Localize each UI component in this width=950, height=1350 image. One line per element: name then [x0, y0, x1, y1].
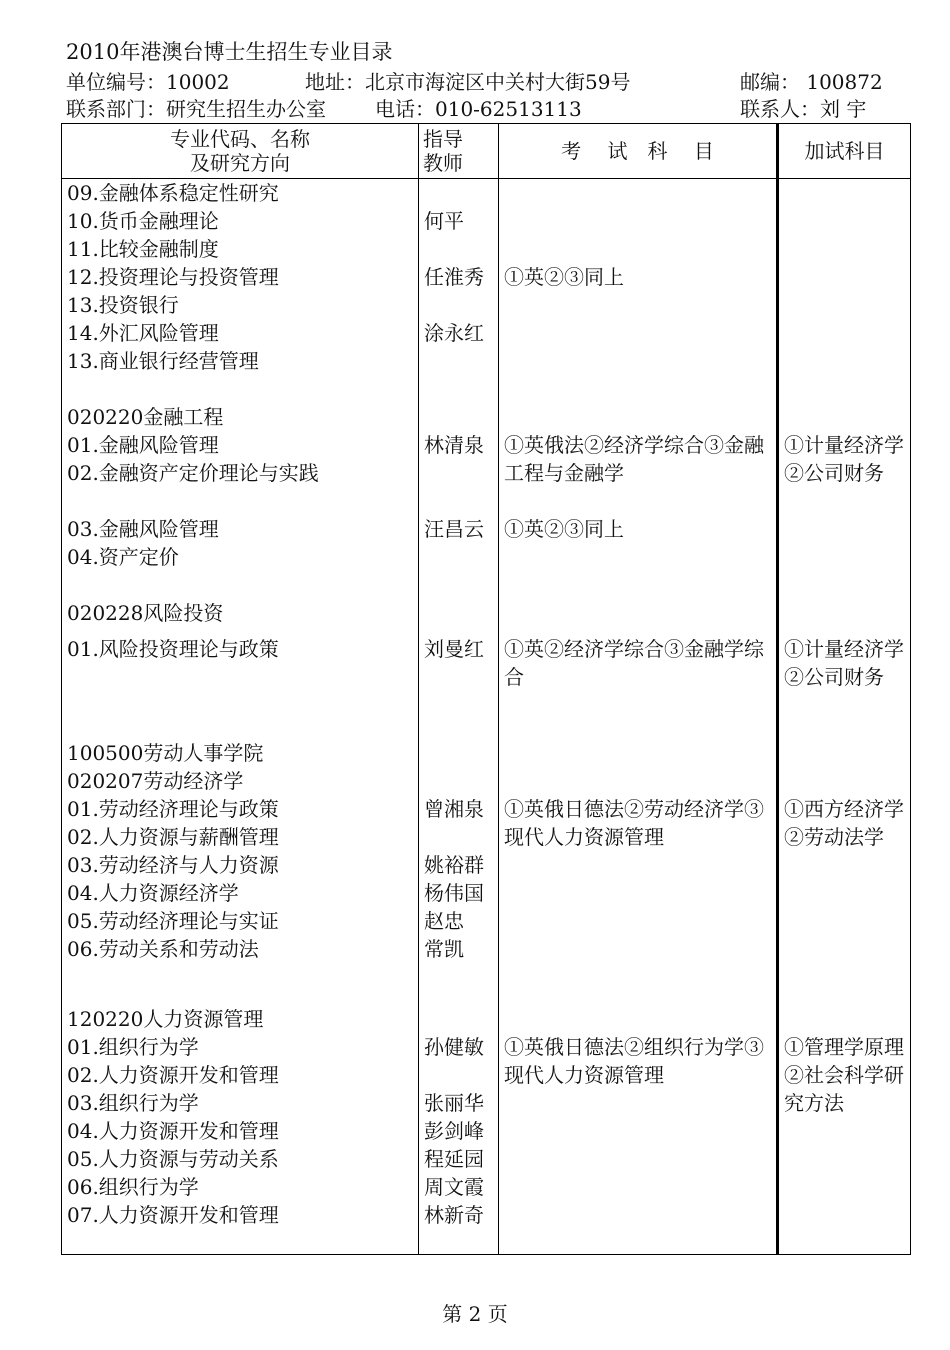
- teacher-name: 姚裕群: [424, 853, 484, 877]
- col-major-header-line2: 及研究方向: [190, 151, 290, 175]
- exam-subjects: ①英俄日德法②组织行为学③现代人力资源管理: [504, 1035, 764, 1087]
- exam-subjects: ①英俄法②经济学综合③金融工程与金融学: [504, 433, 764, 485]
- page-number: 第 2 页: [442, 1302, 508, 1326]
- major-item: 10.货币金融理论: [67, 209, 219, 233]
- teacher-name: 涂永红: [424, 321, 484, 345]
- teacher-name: 程延园: [424, 1147, 484, 1171]
- page-title: 2010年港澳台博士生招生专业目录: [66, 40, 393, 64]
- major-item: 04.资产定价: [67, 545, 179, 569]
- major-item: 05.劳动经济理论与实证: [67, 909, 279, 933]
- major-item: 03.劳动经济与人力资源: [67, 853, 279, 877]
- major-code: 120220人力资源管理: [67, 1007, 264, 1031]
- major-item: 11.比较金融制度: [67, 237, 219, 261]
- major-item: 13.商业银行经营管理: [67, 349, 259, 373]
- dept-code: 100500劳动人事学院: [67, 741, 264, 765]
- col-major-header: [62, 124, 419, 179]
- exam-column: [499, 179, 778, 1255]
- teacher-name: 彭剑峰: [424, 1119, 484, 1143]
- teacher-name: 赵忠: [424, 909, 464, 933]
- major-item: 01.金融风险管理: [67, 433, 219, 457]
- teacher-name: 汪昌云: [424, 517, 484, 541]
- exam-subjects: ①英俄日德法②劳动经济学③现代人力资源管理: [504, 797, 764, 849]
- major-item: 01.风险投资理论与政策: [67, 637, 279, 661]
- exam-subjects: ①英②③同上: [504, 265, 624, 289]
- major-item: 02.人力资源与薪酬管理: [67, 825, 279, 849]
- exam-subjects: ①英②③同上: [504, 517, 624, 541]
- major-item: 06.组织行为学: [67, 1175, 199, 1199]
- major-column: [62, 179, 419, 1255]
- table-body-row: [62, 179, 911, 1255]
- major-item: 02.人力资源开发和管理: [67, 1063, 279, 1087]
- extra-subjects: ①西方经济学②劳动法学: [784, 797, 904, 849]
- teacher-name: 孙健敏: [424, 1035, 484, 1059]
- col-exam-header: 考 试 科 目: [499, 124, 778, 179]
- teacher-name: 杨伟国: [424, 881, 484, 905]
- col-teacher-header-line1: 指导: [423, 127, 463, 151]
- major-item: 05.人力资源与劳动关系: [67, 1147, 279, 1171]
- postcode: 邮编： 100872: [740, 70, 883, 94]
- major-code: 020207劳动经济学: [67, 769, 244, 793]
- extra-subjects: ①管理学原理②社会科学研究方法: [784, 1035, 904, 1115]
- teacher-column: [419, 179, 499, 1255]
- contact: 联系人：刘 宇: [740, 97, 867, 121]
- major-item: 04.人力资源开发和管理: [67, 1119, 279, 1143]
- catalog-table: [61, 123, 910, 1255]
- unit-code: 单位编号：10002: [66, 70, 230, 94]
- extra-column: [778, 179, 911, 1255]
- teacher-name: 刘曼红: [424, 637, 484, 661]
- phone: 电话：010-62513113: [375, 97, 582, 121]
- address: 地址：北京市海淀区中关村大街59号: [305, 70, 631, 94]
- teacher-name: 张丽华: [424, 1091, 484, 1115]
- teacher-name: 林新奇: [424, 1203, 484, 1227]
- major-item: 09.金融体系稳定性研究: [67, 181, 279, 205]
- teacher-name: 何平: [424, 209, 464, 233]
- major-item: 02.金融资产定价理论与实践: [67, 461, 319, 485]
- major-item: 04.人力资源经济学: [67, 881, 239, 905]
- major-item: 13.投资银行: [67, 293, 179, 317]
- extra-subjects: ①计量经济学②公司财务: [784, 637, 904, 689]
- major-item: 14.外汇风险管理: [67, 321, 219, 345]
- teacher-name: 林清泉: [424, 433, 484, 457]
- major-item: 06.劳动关系和劳动法: [67, 937, 259, 961]
- major-item: 01.组织行为学: [67, 1035, 199, 1059]
- col-teacher-header-line2: 教师: [423, 151, 463, 175]
- col-teacher-header: [419, 124, 499, 179]
- major-code: 020228风险投资: [67, 601, 224, 625]
- col-extra-header: 加试科目: [778, 124, 911, 179]
- major-item: 01.劳动经济理论与政策: [67, 797, 279, 821]
- table-header-row: [62, 124, 911, 179]
- teacher-name: 周文霞: [424, 1175, 484, 1199]
- teacher-name: 曾湘泉: [424, 797, 484, 821]
- teacher-name: 常凯: [424, 937, 464, 961]
- col-major-header-line1: 专业代码、名称: [170, 127, 310, 151]
- extra-subjects: ①计量经济学②公司财务: [784, 433, 904, 485]
- major-item: 12.投资理论与投资管理: [67, 265, 279, 289]
- exam-subjects: ①英②经济学综合③金融学综合: [504, 637, 764, 689]
- department: 联系部门：研究生招生办公室: [66, 97, 326, 121]
- major-code: 020220金融工程: [67, 405, 224, 429]
- major-item: 03.金融风险管理: [67, 517, 219, 541]
- teacher-name: 任淮秀: [424, 265, 484, 289]
- major-item: 03.组织行为学: [67, 1091, 199, 1115]
- major-item: 07.人力资源开发和管理: [67, 1203, 279, 1227]
